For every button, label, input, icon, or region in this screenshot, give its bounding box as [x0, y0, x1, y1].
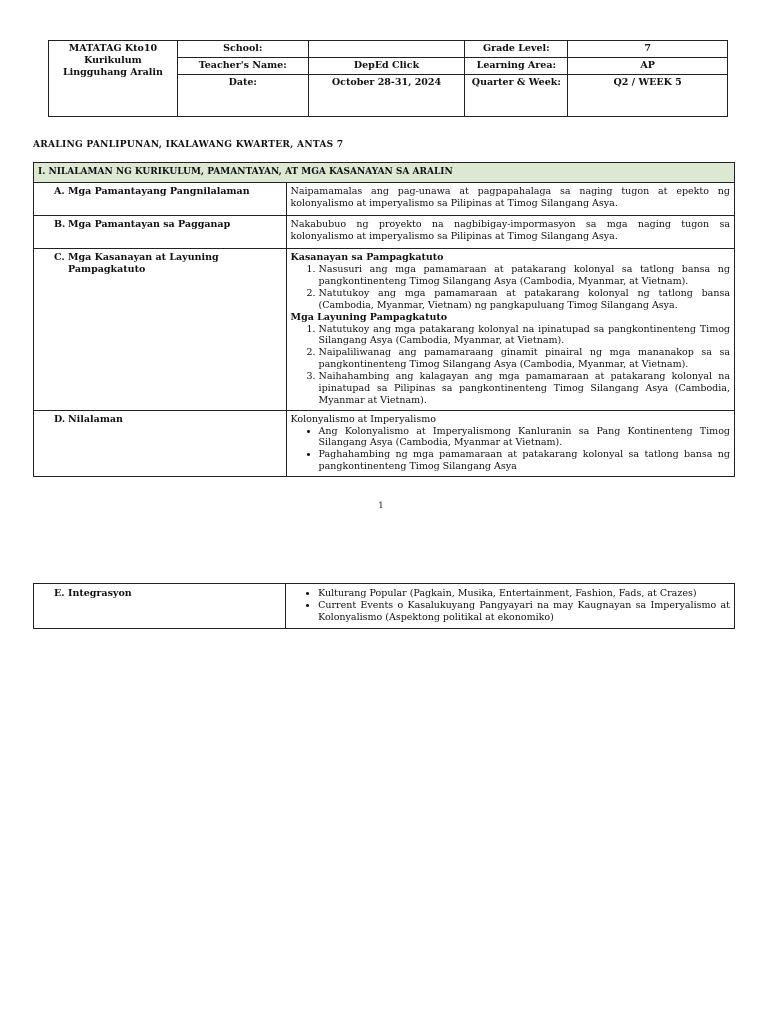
quarter-label: Quarter & Week:	[465, 74, 568, 116]
row-label-a	[34, 183, 287, 216]
table-row	[34, 216, 735, 249]
list-item: 2. Natutukoy ang mga pamamaraan at patakarang kolonyal ng tatlong bansa (Cambodia, Myanmar, Vietnam) ng pangkapuluang Timog Silangang Asya.	[319, 288, 730, 312]
content-cell	[286, 410, 734, 476]
section-title: I. NILALAMAN NG KURIKULUM, PAMANTAYAN, AT MGA KASANAYAN SA ARALIN	[34, 163, 735, 183]
header-title-line1: MATATAG Kto10	[68, 43, 158, 54]
header-title-cell	[49, 41, 178, 117]
row-letter: B.	[54, 219, 66, 231]
area-label: Learning Area:	[465, 57, 568, 74]
competencies-heading: Kasanayan sa Pampagkatuto	[290, 252, 444, 264]
row-label-text: Mga Pamantayang Pangnilalaman	[68, 186, 250, 198]
list-item: • Paghahambing ng mga pamamaraan at patakarang kolonyal sa tatlong bansa ng pangkontinenteng Timog Silangang Asya	[319, 449, 730, 473]
row-label-text: Mga Kasanayan at Layuning	[68, 252, 219, 264]
table-row	[34, 410, 735, 476]
teacher-label: Teacher's Name:	[177, 57, 308, 74]
quarter-value: Q2 / WEEK 5	[568, 74, 728, 116]
subject-title: ARALING PANLIPUNAN, IKALAWANG KWARTER, ANTAS 7	[33, 140, 344, 150]
list-item: 1. Natutukoy ang mga patakarang kolonyal na ipinatupad sa pangkontinenteng Timog Silangang Asya (Cambodia, Myanmar, at Vietnam).	[319, 324, 730, 348]
list-item: 1. Nasusuri ang mga pamamaraan at patakarang kolonyal sa tatlong bansa ng pangkontinenteng Timog Silangang Asya (Cambodia, Myanmar, at Vietnam).	[319, 264, 730, 288]
list-item: • Ang Kolonyalismo at Imperyalismong Kanluranin sa Pang Kontinenteng Timog Silangang Asya (Cambodia, Myanmar at Vietnam).	[319, 426, 730, 450]
school-label: School:	[177, 41, 308, 58]
list-item: 2. Naipaliliwanag ang pamamaraang ginamit pinairal ng mga mananakop sa sa pangkontinenteng Timog Silangang Asya (Cambodia, Myanmar, at Vietnam).	[319, 347, 730, 371]
row-label-b	[34, 216, 287, 249]
integration-cell	[286, 584, 735, 629]
row-label-text: Integrasyon	[68, 588, 132, 599]
row-label-text: Nilalaman	[68, 413, 123, 425]
performance-standard-text: Nakabubuo ng proyekto na nagbibigay-impormasyon sa mga naging tugon sa kolonyalismo at imperyalismo sa Pilipinas at Timog Silangang Asya.	[286, 216, 734, 249]
objectives-heading: Mga Layuning Pampagkatuto	[290, 311, 448, 323]
date-value: October 28-31, 2024	[308, 74, 465, 116]
row-letter: E.	[54, 588, 65, 599]
table-row	[34, 249, 735, 410]
row-label-e	[34, 584, 286, 629]
date-label: Date:	[177, 74, 308, 116]
header-table	[48, 40, 728, 117]
row-label-c	[34, 249, 287, 410]
competencies-cell	[286, 249, 734, 410]
integration-table	[33, 583, 735, 629]
curriculum-table	[33, 162, 735, 477]
content-list	[291, 426, 730, 474]
list-item: 3. Naihahambing ang kalagayan ang mga pamamaraan at patakarang kolonyal na ipinatupad sa Pilipinas sa pangkontinenteng Timog Silangang Asya (Cambodia, Myanmar at Vietnam).	[319, 371, 730, 407]
content-standard-text: Naipamamalas ang pag-unawa at pagpapahalaga sa naging tugon at epekto ng kolonyalismo at imperyalismo sa Pilipinas at Timog Silangang Asya.	[286, 183, 734, 216]
page-number: 1	[378, 501, 384, 511]
header-title-line2: Kurikulum Lingguhang Aralin	[62, 54, 163, 78]
competencies-list	[291, 264, 730, 312]
grade-value: 7	[568, 41, 728, 58]
school-value	[308, 41, 465, 58]
table-row	[34, 183, 735, 216]
row-label-text: Mga Pamantayan sa Pagganap	[68, 219, 231, 231]
row-letter: A.	[54, 186, 65, 198]
integration-list	[290, 588, 730, 624]
row-label-text-2: Pampagkatuto	[68, 264, 146, 276]
content-intro: Kolonyalismo at Imperyalismo	[290, 413, 436, 425]
teacher-value: DepEd Click	[308, 57, 465, 74]
row-label-d	[34, 410, 287, 476]
area-value: AP	[568, 57, 728, 74]
row-letter: C.	[54, 252, 65, 264]
grade-label: Grade Level:	[465, 41, 568, 58]
objectives-list	[291, 324, 730, 407]
list-item: • Current Events o Kasalukuyang Pangyayari na may Kaugnayan sa Imperyalismo at Kolonyalismo (Aspektong politikal at ekonomiko)	[318, 600, 730, 624]
list-item: • Kulturang Popular (Pagkain, Musika, Entertainment, Fashion, Fads, at Crazes)	[318, 588, 730, 600]
row-letter: D.	[54, 413, 66, 425]
table-row	[34, 584, 735, 629]
section-header-row	[34, 163, 735, 183]
